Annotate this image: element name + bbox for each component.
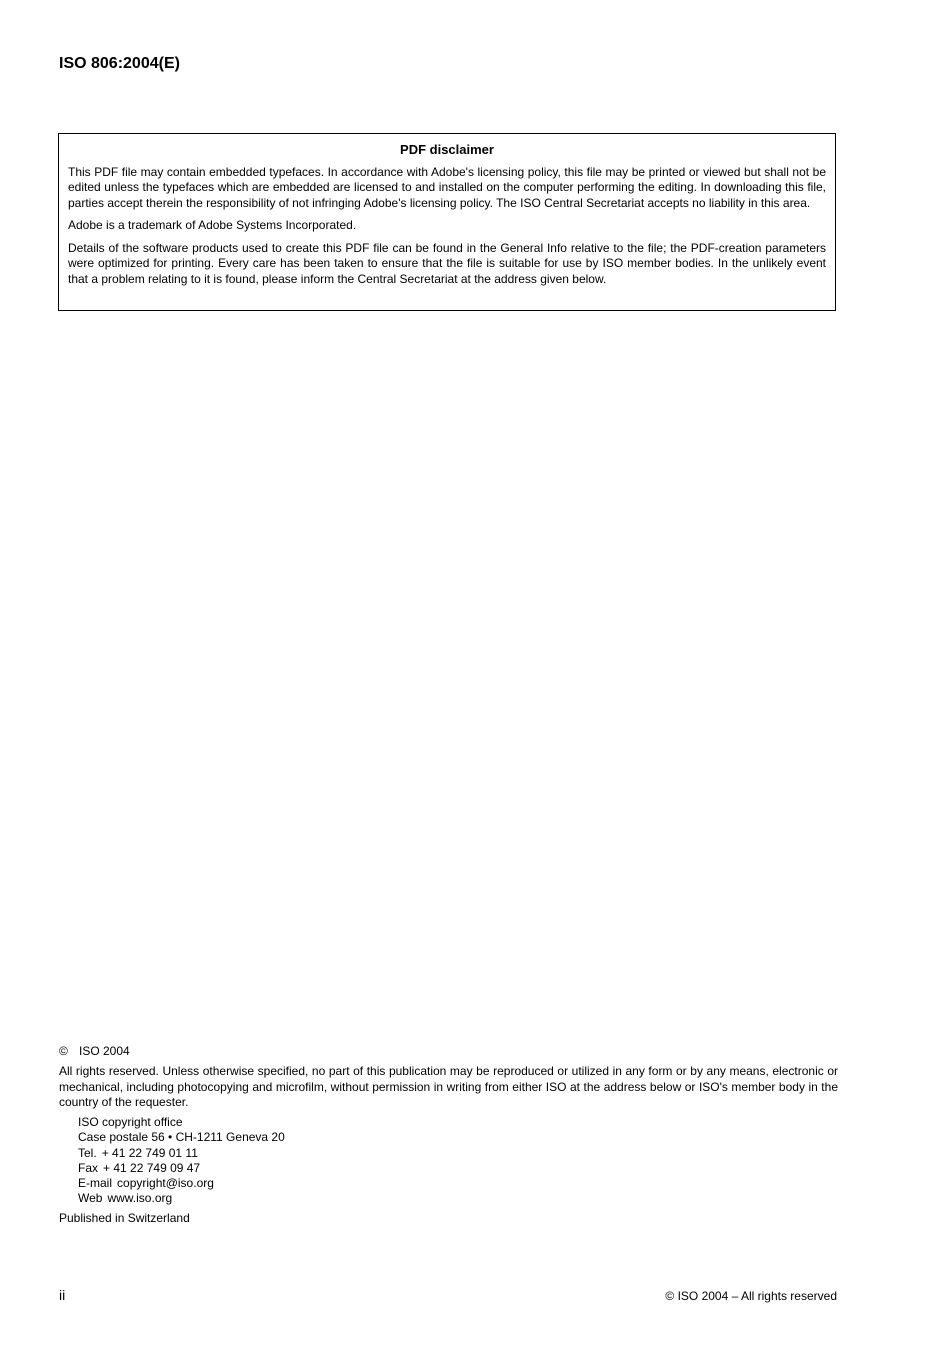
telephone-number: + 41 22 749 01 11	[101, 1145, 198, 1160]
copyright-notice	[59, 1044, 838, 1227]
rights-statement: All rights reserved. Unless otherwise specified, no part of this publication may be reproduced or utilized in any form or by any means, electronic or mechanical, including photocopying and microfilm, without permission in writing from either ISO at the address below or ISO's member body in the country of the requester.	[59, 1064, 838, 1109]
office-telephone	[78, 1146, 838, 1161]
office-email	[78, 1176, 838, 1191]
disclaimer-title: PDF disclaimer	[400, 142, 494, 157]
disclaimer-paragraph-details: Details of the software products used to create this PDF file can be found in the General Info relative to the file; the PDF-creation parameters were optimized for printing. Every care has been taken to ensure that the file is suitable for use by ISO member bodies. In the unlikely event that a problem relating to it is found, please inform the Central Secretariat at the address given below.	[68, 241, 826, 286]
pdf-disclaimer-box	[58, 133, 836, 311]
copyright-holder-year: ISO 2004	[79, 1044, 130, 1058]
disclaimer-paragraph-typefaces: This PDF file may contain embedded typefaces. In accordance with Adobe's licensing policy, this file may be printed or viewed but shall not be edited unless the typefaces which are embedded are licensed to and installed on the computer performing the editing. In downloading this file, parties accept therein the responsibility of not infringing Adobe's licensing policy. The ISO Central Secretariat accepts no liability in this area.	[68, 165, 826, 210]
web-label: Web	[78, 1191, 103, 1206]
office-fax	[78, 1161, 838, 1176]
fax-label: Fax	[78, 1160, 99, 1175]
fax-number: + 41 22 749 09 47	[103, 1160, 201, 1175]
office-name: ISO copyright office	[78, 1115, 183, 1130]
copyright-line	[59, 1044, 838, 1059]
office-postal-address: Case postale 56 • CH-1211 Geneva 20	[78, 1130, 285, 1145]
page-number: ii	[59, 1287, 66, 1303]
published-location: Published in Switzerland	[59, 1211, 190, 1226]
telephone-label: Tel.	[78, 1145, 97, 1160]
disclaimer-paragraph-trademark: Adobe is a trademark of Adobe Systems Incorporated.	[68, 218, 357, 233]
footer-copyright: © ISO 2004 – All rights reserved	[665, 1289, 837, 1303]
copyright-symbol: ©	[59, 1044, 68, 1058]
document-id: ISO 806:2004(E)	[59, 55, 180, 72]
email-label: E-mail	[78, 1176, 113, 1190]
office-web	[78, 1191, 838, 1206]
email-address: copyright@iso.org	[117, 1176, 214, 1190]
web-address: www.iso.org	[107, 1191, 173, 1206]
copyright-office-address	[78, 1115, 838, 1206]
